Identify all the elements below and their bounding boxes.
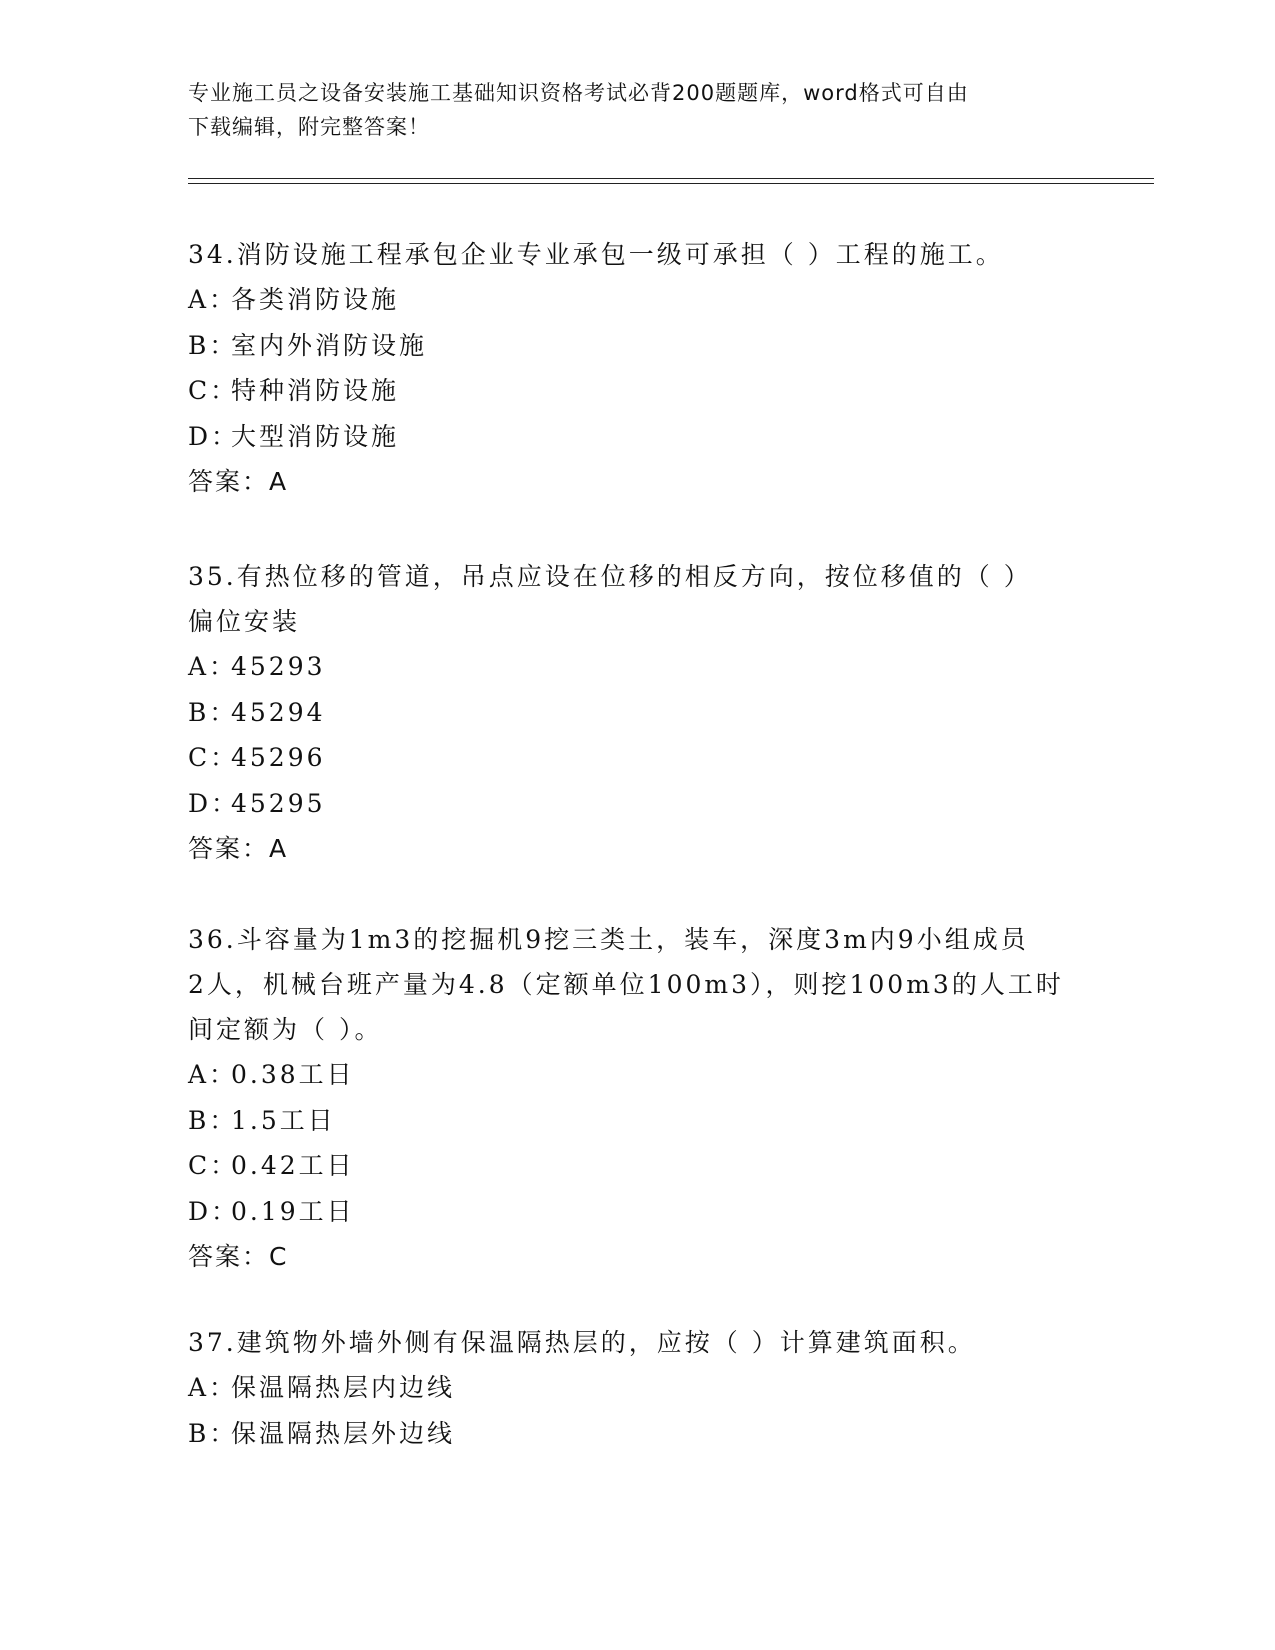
option-letter: D： [188, 1196, 240, 1226]
option-d [188, 781, 1068, 827]
option-b [188, 1411, 1068, 1457]
option-b [188, 690, 1068, 736]
question-stem-line-3: 间定额为（ ）。 [188, 1015, 383, 1044]
header-line-2: 下载编辑，附完整答案！ [188, 115, 430, 139]
question-stem-line-2: 2人，机械台班产量为4.8（定额单位100m3），则挖100m3的人工时 [188, 970, 1064, 999]
option-c [188, 368, 1068, 414]
option-letter: B： [188, 697, 238, 727]
option-c [188, 735, 1068, 781]
option-text: 大型消防设施 [231, 421, 400, 451]
option-a [188, 1052, 1068, 1098]
option-letter: C： [188, 743, 239, 772]
document-header [188, 76, 1088, 144]
option-d [188, 414, 1068, 460]
option-letter: C： [188, 376, 239, 405]
header-divider-top [188, 178, 1154, 179]
option-text: 1.5工日 [231, 1105, 336, 1135]
answer-line: 答案：C [188, 1242, 289, 1271]
option-c [188, 1143, 1068, 1189]
option-text: 0.42工日 [231, 1151, 355, 1180]
option-b [188, 323, 1068, 369]
option-text: 室内外消防设施 [231, 330, 428, 360]
option-text: 特种消防设施 [231, 376, 400, 405]
option-d [188, 1189, 1068, 1235]
question-stem-line-2: 偏位安装 [188, 607, 301, 636]
option-letter: A： [188, 285, 238, 314]
header-divider-bottom [188, 183, 1154, 184]
question-34 [188, 232, 1068, 504]
option-text: 0.38工日 [231, 1060, 355, 1089]
option-letter: B： [188, 330, 238, 360]
option-letter: D： [188, 788, 240, 818]
option-letter: D： [188, 421, 240, 451]
option-text: 45295 [231, 788, 326, 818]
answer-line: 答案：A [188, 467, 289, 496]
option-b [188, 1098, 1068, 1144]
answer-line: 答案：A [188, 834, 289, 863]
question-35 [188, 554, 1068, 871]
header-line-1: 专业施工员之设备安装施工基础知识资格考试必背200题题库，word格式可自由 [188, 81, 969, 105]
option-text: 45293 [231, 652, 326, 681]
option-letter: A： [188, 1373, 238, 1402]
question-stem: 37.建筑物外墙外侧有保温隔热层的，应按（ ）计算建筑面积。 [188, 1328, 976, 1357]
option-a [188, 277, 1068, 323]
option-text: 45294 [231, 697, 326, 727]
option-text: 45296 [231, 743, 326, 772]
question-36 [188, 917, 1068, 1279]
option-letter: A： [188, 652, 238, 681]
question-stem-line-1: 35.有热位移的管道，吊点应设在位移的相反方向，按位移值的（ ） [188, 562, 1032, 591]
option-letter: A： [188, 1060, 238, 1089]
option-text: 保温隔热层内边线 [231, 1373, 456, 1402]
option-text: 各类消防设施 [231, 285, 400, 314]
question-stem-line-1: 36.斗容量为1m3的挖掘机9挖三类土，装车，深度3m内9小组成员 [188, 925, 1029, 954]
option-letter: B： [188, 1418, 238, 1448]
option-a [188, 644, 1068, 690]
option-text: 保温隔热层外边线 [231, 1418, 456, 1448]
question-stem: 34.消防设施工程承包企业专业承包一级可承担（ ）工程的施工。 [188, 240, 1004, 269]
option-letter: B： [188, 1105, 238, 1135]
option-letter: C： [188, 1151, 239, 1180]
option-text: 0.19工日 [231, 1196, 355, 1226]
option-a [188, 1365, 1068, 1411]
question-37 [188, 1320, 1068, 1456]
